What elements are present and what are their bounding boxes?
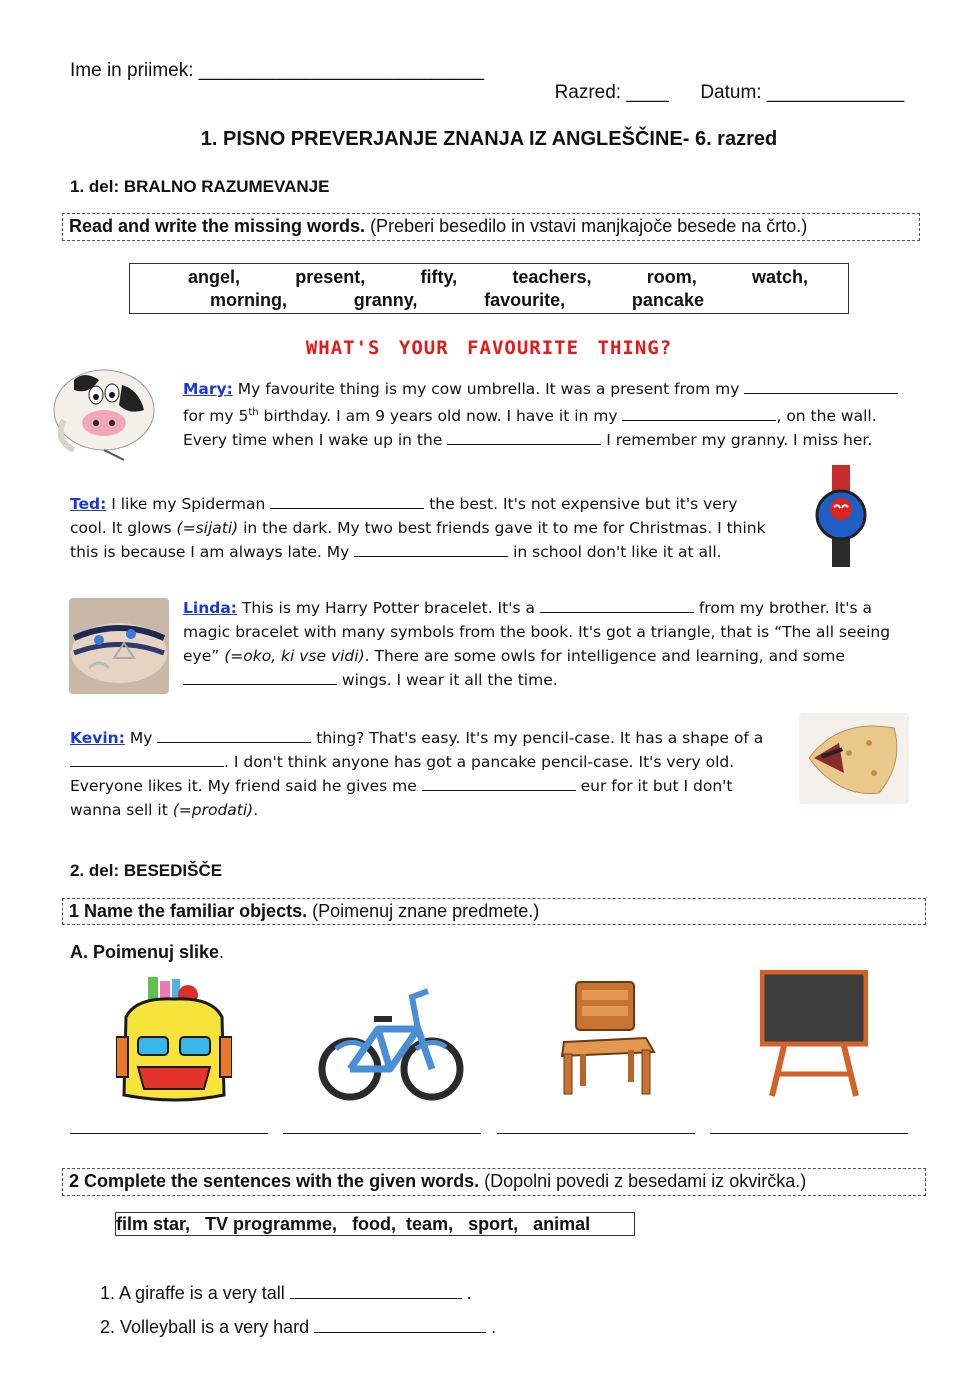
- spiderman-watch-image: [810, 465, 872, 567]
- answer-blank[interactable]: [422, 774, 576, 791]
- word-bank-item: watch,: [751, 267, 808, 287]
- mary-paragraph: Mary: My favourite thing is my cow umbrella. It was a present from my for my 5th birthday. I am 9 years old now. I have it in my , on the wall. Every time when I wake up in the I remember my granny. I miss her.: [183, 377, 923, 452]
- answer-blank[interactable]: [270, 492, 424, 509]
- answer-blank[interactable]: [540, 596, 694, 613]
- linda-name: Linda:: [183, 599, 237, 617]
- answer-blank[interactable]: [183, 668, 337, 685]
- word-bank-item: teachers,: [512, 267, 592, 287]
- chair-image: [558, 978, 660, 1098]
- task2-word-bank: film star, TV programme, food, team, sport, animal: [115, 1212, 635, 1236]
- word-bank-item: room,: [646, 267, 697, 287]
- class-field[interactable]: Razred: ____: [554, 82, 669, 103]
- word-bank-row-2: [210, 290, 704, 311]
- answer-blank[interactable]: [70, 750, 224, 767]
- part1-heading: 1. del: BRALNO RAZUMEVANJE: [70, 177, 330, 196]
- bracelet-image: [69, 598, 169, 694]
- task1-instruction: 1 Name the familiar objects. (Poimenuj znane predmete.): [62, 898, 926, 925]
- part1-instruction: Read and write the missing words. (Preberi besedilo in vstavi manjkajoče besede na črto.): [62, 213, 920, 241]
- story-title: WHAT'S YOUR FAVOURITE THING?: [305, 337, 673, 359]
- word-bank-row-1: [188, 267, 808, 288]
- answer-blank[interactable]: [744, 377, 898, 394]
- date-field[interactable]: Datum: _____________: [700, 82, 905, 103]
- part2-heading: 2. del: BESEDIŠČE: [70, 861, 223, 880]
- word-bank-item: angel,: [188, 267, 241, 287]
- pancake-pencil-case-image: [799, 713, 909, 804]
- word-bank-item: granny,: [353, 290, 418, 310]
- kevin-paragraph: Kevin: My thing? That's easy. It's my pencil-case. It has a shape of a . I don't think anyone has got a pancake pencil-case. It's very old. Everyone likes it. My friend said he gives me eur for it but I don't wanna sell it (=prodati).: [70, 726, 790, 822]
- linda-paragraph: Linda: This is my Harry Potter bracelet. It's a from my brother. It's a magic bracelet with many symbols from the book. It's got a triangle, that is “The all seeing eye” (=oko, ki vse vidi). There are some owls for intelligence and learning, and some wings. I wear it all the time.: [183, 596, 923, 692]
- mary-name: Mary:: [183, 380, 233, 398]
- bicycle-image: [318, 979, 464, 1105]
- answer-blank[interactable]: [447, 428, 601, 445]
- sentence-1: 1. A giraffe is a very tall .: [100, 1283, 472, 1303]
- ted-name: Ted:: [70, 495, 107, 513]
- answer-blank[interactable]: [622, 404, 776, 421]
- picture-answer-line[interactable]: [497, 1133, 695, 1134]
- picture-answer-line[interactable]: [710, 1133, 908, 1134]
- task2-instruction: 2 Complete the sentences with the given words. (Dopolni povedi z besedami iz okvirčka.): [62, 1168, 926, 1196]
- word-bank-item: morning,: [210, 290, 287, 310]
- ted-paragraph: Ted: I like my Spiderman the best. It's not expensive but it's very cool. It glows (=sijati) in the dark. My two best friends gave it to me for Christmas. I think this is because I am always late. My in school don't like it at all.: [70, 492, 790, 564]
- sentence-2: 2. Volleyball is a very hard .: [100, 1317, 497, 1337]
- name-field[interactable]: Ime in priimek: ___________________________: [70, 60, 485, 81]
- kevin-name: Kevin:: [70, 729, 125, 747]
- picture-answer-line[interactable]: [283, 1133, 481, 1134]
- picture-answer-line[interactable]: [70, 1133, 268, 1134]
- cow-umbrella-image: [44, 360, 156, 464]
- word-bank-item: pancake: [631, 290, 704, 310]
- answer-blank[interactable]: [314, 1316, 486, 1333]
- page-title: 1. PISNO PREVERJANJE ZNANJA IZ ANGLEŠČINE- 6. razred: [200, 128, 778, 150]
- word-bank-item: favourite,: [484, 290, 566, 310]
- class-date-fields[interactable]: [544, 60, 904, 104]
- answer-blank[interactable]: [354, 540, 508, 557]
- word-bank-item: present,: [295, 267, 366, 287]
- blackboard-image: [760, 970, 868, 1098]
- school-bag-image: [116, 977, 232, 1107]
- task1-sub-a: A. Poimenuj slike.: [70, 942, 225, 962]
- word-bank: [129, 263, 849, 314]
- word-bank-item: fifty,: [420, 267, 458, 287]
- answer-blank[interactable]: [157, 726, 311, 743]
